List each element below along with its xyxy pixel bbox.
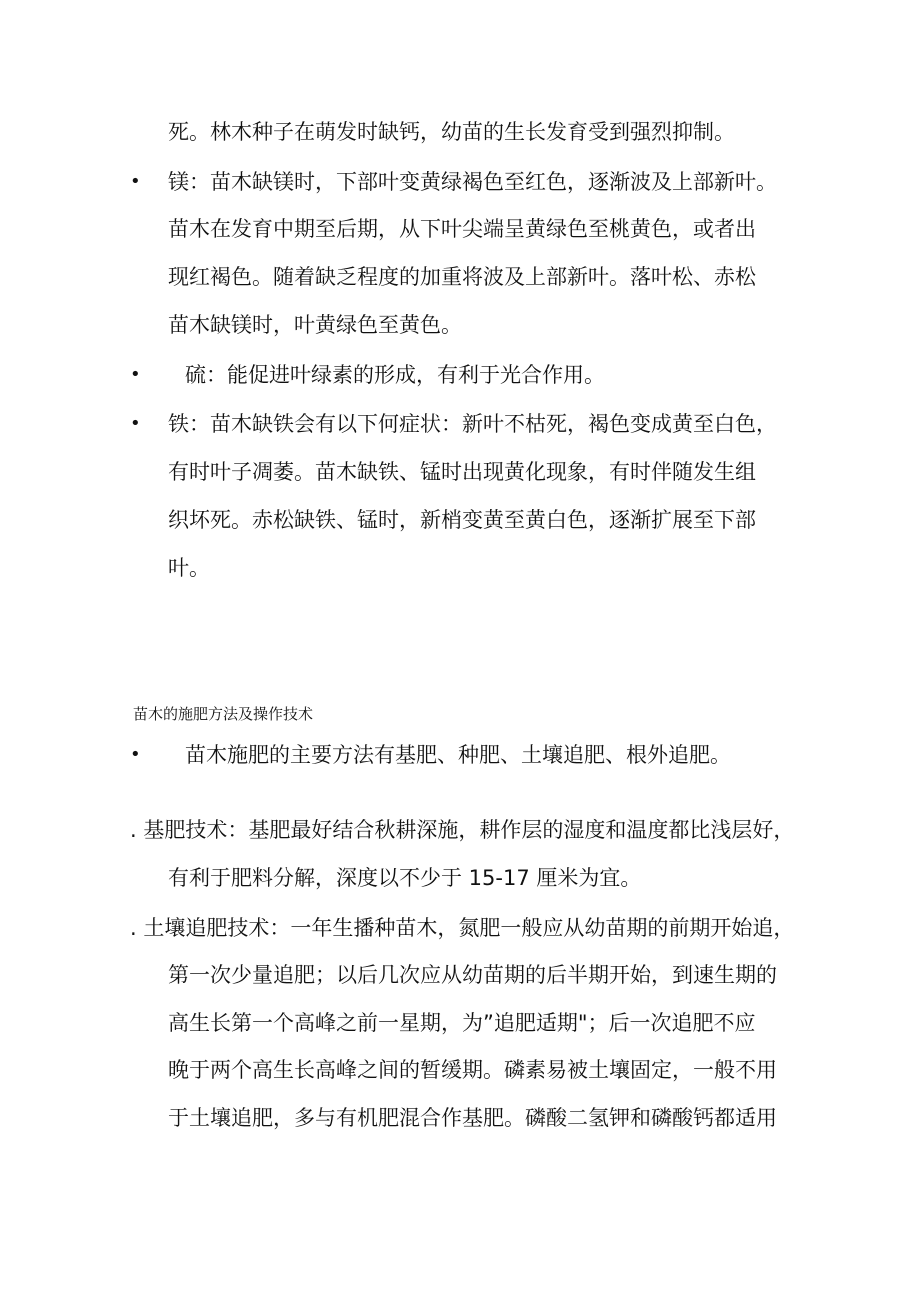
magnesium-line-2: 苗木在发育中期至后期，从下叶尖端呈黄绿色至桃黄色，或者出 (168, 217, 756, 241)
iron-line-3: 织坏死。赤松缺铁、锰时，新梢变黄至黄白色，逐渐扩展至下部 (168, 508, 756, 532)
section-heading: 苗木的施肥方法及操作技术 (133, 705, 314, 723)
soil-topdressing-line-4: 晚于两个高生长高峰之间的暂缓期。磷素易被土壤固定，一般不用 (168, 1058, 777, 1082)
iron-line-2: 有时叶子凋萎。苗木缺铁、锰时出现黄化现象，有时伴随发生组 (168, 460, 756, 484)
iron-line-4: 叶。 (168, 556, 210, 580)
magnesium-line-4: 苗木缺镁时，叶黄绿色至黄色。 (168, 313, 462, 337)
soil-topdressing-line-1: . 土壤追肥技术：一年生播种苗木，氮肥一般应从幼苗期的前期开始追， (130, 916, 795, 940)
bullet-icon: • (130, 364, 141, 385)
calcium-paragraph-end: 死。林木种子在萌发时缺钙，幼苗的生长发育受到强烈抑制。 (168, 120, 735, 144)
magnesium-line-3: 现红褐色。随着缺乏程度的加重将波及上部新叶。落叶松、赤松 (168, 265, 756, 289)
bullet-icon: • (130, 744, 141, 765)
base-fertilizer-line-1: . 基肥技术：基肥最好结合秋耕深施，耕作层的湿度和温度都比浅层好， (130, 818, 795, 842)
magnesium-line-1: 镁：苗木缺镁时，下部叶变黄绿褐色至红色，逐渐波及上部新叶。 (168, 170, 777, 194)
iron-line-1: 铁：苗木缺铁会有以下何症状：新叶不枯死，褐色变成黄至白色， (168, 412, 777, 436)
soil-topdressing-line-3: 高生长第一个高峰之前一星期，为”追肥适期"；后一次追肥不应 (168, 1011, 756, 1035)
soil-topdressing-line-2: 第一次少量追肥；以后几次应从幼苗期的后半期开始，到速生期的 (168, 963, 777, 987)
bullet-icon: • (130, 171, 141, 192)
sulfur-line: 硫：能促进叶绿素的形成，有利于光合作用。 (185, 363, 605, 387)
bullet-icon: • (130, 413, 141, 434)
soil-topdressing-line-5: 于土壤追肥，多与有机肥混合作基肥。磷酸二氢钾和磷酸钙都适用 (168, 1106, 777, 1130)
base-fertilizer-line-2: 有利于肥料分解，深度以不少于 15-17 厘米为宜。 (168, 866, 642, 890)
fertilizing-methods-line: 苗木施肥的主要方法有基肥、种肥、土壤追肥、根外追肥。 (185, 743, 731, 767)
